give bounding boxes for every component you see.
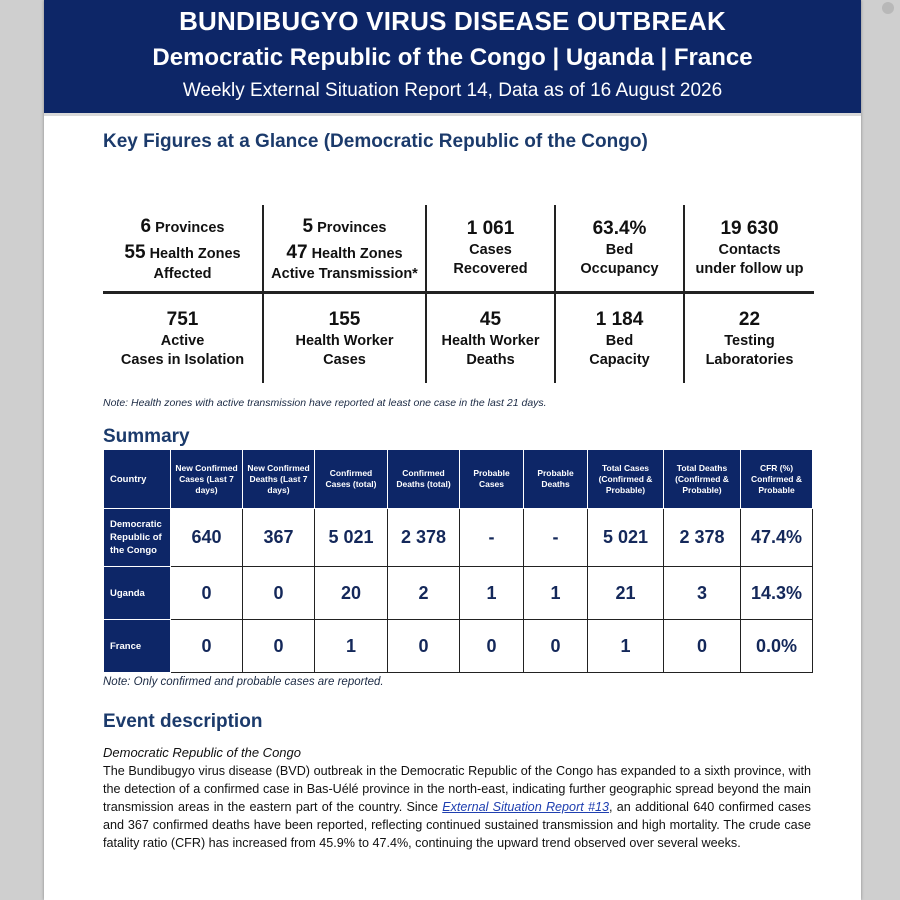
table-cell: 5 021: [315, 509, 388, 567]
kf-label: Contacts: [718, 242, 781, 258]
kf-label: Bed: [605, 332, 634, 349]
table-cell: 0: [243, 620, 315, 673]
kf-label: Cases: [323, 351, 366, 368]
report-subtitle: Weekly External Situation Report 14, Data as of 16 August 2026: [182, 80, 723, 101]
table-cell: 47.4%: [741, 509, 813, 567]
col-header: New Confirmed Cases (Last 7 days): [171, 450, 243, 509]
report-banner: [44, 0, 861, 113]
table-cell: 1: [588, 620, 664, 673]
table-cell: 1: [460, 567, 524, 620]
table-cell: 0: [524, 620, 588, 673]
table-cell: 2: [388, 567, 460, 620]
kf-label: Cases: [469, 242, 512, 258]
country-cell: France: [104, 620, 171, 673]
summary-note: Note: Only confirmed and probable cases are reported.: [103, 676, 384, 688]
kf-value: 55: [124, 241, 146, 263]
table-cell: 1: [315, 620, 388, 673]
event-title: Event description: [103, 711, 263, 732]
table-cell: 20: [315, 567, 388, 620]
table-row: [104, 620, 813, 673]
table-cell: 0: [243, 567, 315, 620]
report-13-link[interactable]: External Situation Report #13: [442, 800, 610, 814]
kf-hw-deaths: [427, 294, 554, 383]
table-cell: 367: [243, 509, 315, 567]
col-header: Confirmed Cases (total): [315, 450, 388, 509]
kf-label: Cases in Isolation: [120, 351, 245, 368]
col-header: Probable Deaths: [524, 450, 588, 509]
col-header: Total Cases (Confirmed & Probable): [588, 450, 664, 509]
kf-label: Provinces: [155, 219, 225, 236]
kf-value: 19 630: [720, 218, 779, 239]
table-cell: 0: [171, 620, 243, 673]
report-title: BUNDIBUGYO VIRUS DISEASE OUTBREAK: [179, 6, 726, 36]
kf-label: under follow up: [695, 261, 804, 277]
kf-provinces-affected: [103, 205, 262, 291]
table-cell: 0: [460, 620, 524, 673]
col-header: Confirmed Deaths (total): [388, 450, 460, 509]
banner-divider: [44, 113, 861, 116]
kf-value: 1 061: [466, 218, 515, 239]
table-cell: -: [524, 509, 588, 567]
col-header: Probable Cases: [460, 450, 524, 509]
summary-table: [103, 449, 813, 673]
kf-label: Active: [160, 332, 205, 349]
col-header: CFR (%) Confirmed & Probable: [741, 450, 813, 509]
col-header: New Confirmed Deaths (Last 7 days): [243, 450, 315, 509]
kf-label: Bed: [605, 242, 634, 258]
window-control-dot: [882, 2, 894, 14]
table-row: [104, 509, 813, 567]
table-cell: 21: [588, 567, 664, 620]
table-cell: 5 021: [588, 509, 664, 567]
kf-value: 63.4%: [592, 218, 647, 239]
kf-active-cases: [103, 294, 262, 383]
kf-value: 47: [286, 241, 308, 263]
table-cell: 0: [388, 620, 460, 673]
table-cell: -: [460, 509, 524, 567]
table-cell: 1: [524, 567, 588, 620]
table-cell: 0.0%: [741, 620, 813, 673]
event-subtitle: Democratic Republic of the Congo: [103, 745, 301, 760]
kf-label: Recovered: [453, 261, 528, 277]
table-cell: 2 378: [664, 509, 741, 567]
col-header: Total Deaths (Confirmed & Probable): [664, 450, 741, 509]
kf-recovered: [427, 205, 554, 291]
kf-label: Active Transmission*: [271, 265, 418, 282]
summary-title: Summary: [103, 426, 190, 447]
kf-bed-capacity: [556, 294, 683, 383]
country-cell: Democratic Republic of the Congo: [104, 509, 171, 567]
kf-value: 155: [328, 308, 361, 330]
kf-label: Occupancy: [580, 261, 659, 277]
kf-value: 751: [166, 308, 199, 330]
key-figures-note: Note: Health zones with active transmission have reported at least one case in the last 21 days.: [103, 397, 547, 409]
event-paragraph: [103, 762, 811, 852]
kf-labs: [685, 294, 814, 383]
kf-contacts: [685, 205, 814, 291]
key-figures-title: Key Figures at a Glance (Democratic Republic of the Congo): [103, 131, 648, 152]
table-cell: 2 378: [388, 509, 460, 567]
kf-label: Health Zones: [311, 245, 403, 262]
col-header: Country: [104, 450, 171, 509]
country-cell: Uganda: [104, 567, 171, 620]
table-cell: 14.3%: [741, 567, 813, 620]
event-text: , an additional 640 confirmed cases and 367 confirmed deaths have been reported, reflecting continued sustained transmission and high mortality. The crude case fatality ratio (CFR) has increased from 45.9% to 47.4%, continuing the upward trend observed over several weeks.: [103, 800, 811, 850]
kf-value: 45: [479, 308, 502, 330]
table-row: [104, 567, 813, 620]
kf-label: Affected: [153, 265, 212, 282]
kf-bed-occupancy: [556, 205, 683, 291]
table-cell: 640: [171, 509, 243, 567]
kf-label: Testing: [724, 332, 775, 349]
table-cell: 3: [664, 567, 741, 620]
kf-label: Health Worker: [441, 332, 540, 349]
kf-value: 6: [140, 215, 152, 237]
kf-hw-cases: [264, 294, 425, 383]
key-figures-grid: [103, 205, 814, 383]
event-text: The Bundibugyo virus disease (BVD) outbreak in the Democratic Republic of the Congo has expanded to a sixth province, with the detection of a confirmed case in Bas-Uélé province in the north-east, indicating further geographic spread beyond the main transmission areas in the eastern part of the country. Since: [103, 764, 811, 814]
kf-label: Capacity: [589, 351, 650, 368]
kf-value: 22: [738, 308, 761, 330]
kf-label: Provinces: [317, 219, 387, 236]
kf-value: 5: [302, 215, 314, 237]
report-countries: Democratic Republic of the Congo | Uganda | France: [152, 44, 753, 71]
kf-label: Health Zones: [149, 245, 241, 262]
kf-label: Health Worker: [295, 332, 394, 349]
kf-provinces-active: [264, 205, 425, 291]
kf-label: Deaths: [466, 351, 515, 368]
table-cell: 0: [664, 620, 741, 673]
kf-label: Laboratories: [705, 351, 794, 368]
kf-value: 1 184: [595, 308, 644, 330]
table-cell: 0: [171, 567, 243, 620]
summary-header-row: [104, 450, 813, 509]
report-page: [44, 0, 861, 900]
